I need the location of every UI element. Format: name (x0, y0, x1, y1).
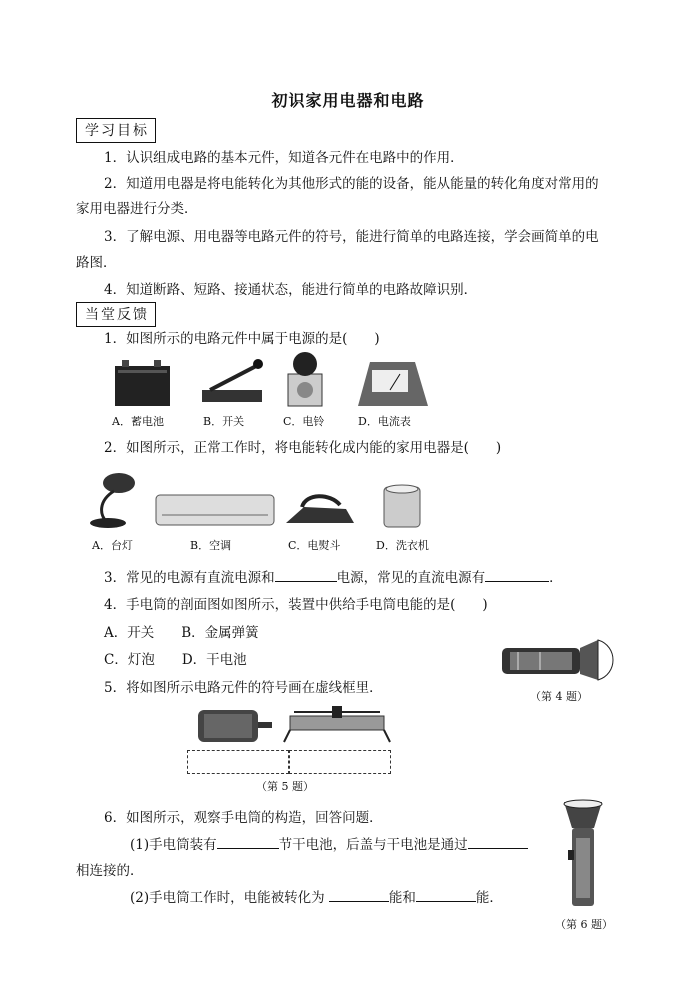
q6-caption: （第 6 题） (555, 918, 613, 931)
q6-sub2-text-a: (2)手电筒工作时，电能被转化为 (130, 890, 325, 906)
q1-figures (110, 352, 440, 410)
q2-option-d: D．洗衣机 (376, 539, 429, 552)
q6-sub2-text-b: 能和 (388, 890, 416, 906)
goal-2-line1: 2．知道用电器是将电能转化为其他形式的能的设备，能从能量的转化角度对常用的 (104, 176, 599, 192)
q6-blank-4[interactable] (416, 889, 476, 902)
q6-sub1-line (130, 836, 528, 854)
goal-2-line2: 家用电器进行分类． (76, 201, 198, 217)
answer-box-motor[interactable] (187, 750, 289, 774)
washing-machine-image (384, 485, 420, 527)
q6-sub1-text-b: 节干电池，后盖与干电池是通过 (278, 837, 468, 853)
q4-caption: （第 4 题） (530, 690, 588, 703)
iron-image (286, 496, 354, 523)
q5-caption: （第 5 题） (256, 780, 314, 793)
q1-stem: 1．如图所示的电路元件中属于电源的是( ) (104, 331, 380, 347)
battery-image (115, 360, 170, 406)
switch-image (202, 359, 263, 402)
goal-3-line2: 路图． (76, 255, 117, 271)
q1-option-b: B．开关 (203, 415, 245, 428)
flashlight-section-image (500, 636, 620, 684)
answer-box-rheostat[interactable] (289, 750, 391, 774)
rheostat-image (284, 706, 390, 742)
page-title: 初识家用电器和电路 (271, 91, 425, 110)
q2-option-c: C．电熨斗 (288, 539, 341, 552)
section-heading-feedback: 当堂反馈 (76, 302, 156, 327)
q2-figures (84, 465, 434, 535)
q1-option-d: D．电流表 (358, 415, 411, 428)
q2-stem: 2．如图所示，正常工作时，将电能转化成内能的家用电器是( ) (104, 440, 502, 456)
ammeter-image (358, 362, 428, 406)
q2-option-a: A．台灯 (92, 539, 133, 552)
q5-stem: 5．将如图所示电路元件的符号画在虚线框里． (104, 680, 383, 696)
q6-sub1-line2: 相连接的． (76, 863, 144, 879)
q3-text-b: 电源，常见的直流电源有 (336, 570, 486, 586)
q3-text-a: 3．常见的电源有直流电源和 (104, 570, 275, 586)
q6-stem: 6．如图所示，观察手电筒的构造，回答问题． (104, 810, 383, 826)
q6-sub2-line (130, 889, 503, 907)
q1-option-c: C．电铃 (283, 415, 325, 428)
goal-1: 1．认识组成电路的基本元件，知道各元件在电路中的作用． (104, 150, 464, 166)
q4-options-row1: A．开关 B．金属弹簧 (104, 625, 259, 641)
q4-options-row2: C．灯泡 D．干电池 (104, 652, 247, 668)
q3-line (104, 569, 563, 587)
desk-lamp-image (90, 473, 135, 528)
q5-figures (190, 702, 400, 748)
q6-blank-1[interactable] (217, 836, 279, 849)
flashlight-image (560, 798, 606, 910)
q6-blank-3[interactable] (329, 889, 389, 902)
section-heading-goals: 学习目标 (76, 118, 156, 143)
goal-3-line1: 3．了解电源、用电器等电路元件的符号，能进行简单的电路连接，学会画简单的电 (104, 229, 599, 245)
air-conditioner-image (156, 495, 274, 525)
q3-text-c: ． (549, 570, 563, 586)
motor-image (198, 710, 272, 742)
bell-image (288, 352, 322, 406)
q1-option-a: A．蓄电池 (112, 415, 164, 428)
q3-blank-2[interactable] (485, 569, 549, 582)
q3-blank-1[interactable] (275, 569, 337, 582)
q6-blank-2[interactable] (468, 836, 528, 849)
goal-4: 4．知道断路、短路、接通状态，能进行简单的电路故障识别． (104, 282, 478, 298)
q6-sub2-text-c: 能． (475, 890, 503, 906)
q4-stem: 4．手电筒的剖面图如图所示，装置中供给手电筒电能的是( ) (104, 597, 488, 613)
q2-option-b: B．空调 (190, 539, 232, 552)
q6-sub1-text-a: (1)手电筒装有 (130, 837, 217, 853)
